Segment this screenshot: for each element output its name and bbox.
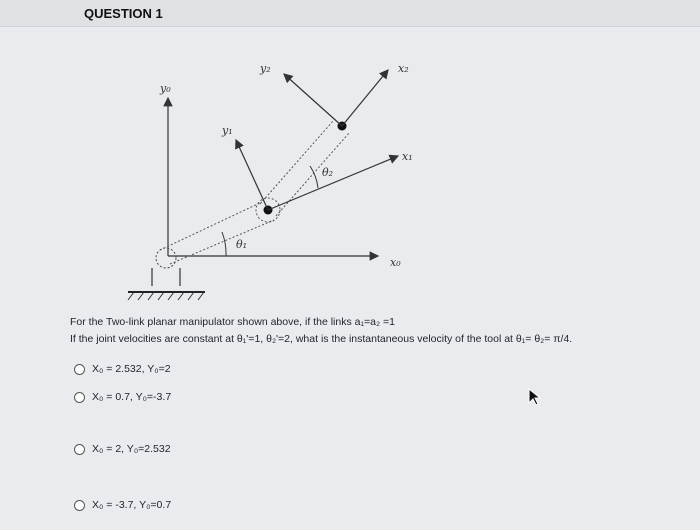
radio-button[interactable] xyxy=(74,500,85,511)
y2-axis xyxy=(284,74,342,126)
option-4[interactable] xyxy=(74,496,171,514)
option-1[interactable] xyxy=(74,360,171,378)
question-line-1: For the Two-link planar manipulator shown above, if the links a₁=a₂ =1 xyxy=(70,316,395,328)
ground-hatch xyxy=(128,292,204,300)
x1-label: x₁ xyxy=(402,150,413,163)
option-label: X₀ = 2, Y₀=2.532 xyxy=(92,443,171,455)
mouse-cursor-icon xyxy=(528,388,542,406)
x1-axis xyxy=(268,156,398,210)
theta1-arc xyxy=(222,232,226,256)
y1-axis xyxy=(236,140,268,210)
question-text xyxy=(70,314,572,348)
option-label: X₀ = -3.7, Y₀=0.7 xyxy=(92,499,172,511)
theta2-label: θ₂ xyxy=(322,166,334,179)
x2-label: x₂ xyxy=(398,62,409,75)
radio-button[interactable] xyxy=(74,364,85,375)
link-1 xyxy=(160,198,280,264)
option-label: X₀ = 2.532, Y₀=2 xyxy=(92,363,171,375)
theta1-label: θ₁ xyxy=(236,238,248,251)
base-joint xyxy=(156,248,176,268)
link-2 xyxy=(260,120,350,216)
x0-label: x₀ xyxy=(390,256,401,269)
option-3[interactable] xyxy=(74,440,171,458)
x2-axis xyxy=(342,70,388,126)
radio-button[interactable] xyxy=(74,392,85,403)
option-label: X₀ = 0.7, Y₀=-3.7 xyxy=(92,391,172,403)
question-line-2: If the joint velocities are constant at θ₁'=1, θ₂'=2, what is the instantaneous velocity of the tool at θ₁= θ₂= π/4. xyxy=(70,333,573,345)
option-2[interactable] xyxy=(74,388,171,406)
radio-button[interactable] xyxy=(74,444,85,455)
y2-label: y₂ xyxy=(260,62,271,75)
theta2-arc xyxy=(310,166,318,188)
question-title: QUESTION 1 xyxy=(84,6,163,21)
y0-label: y₀ xyxy=(160,82,171,95)
y1-label: y₁ xyxy=(222,124,233,137)
